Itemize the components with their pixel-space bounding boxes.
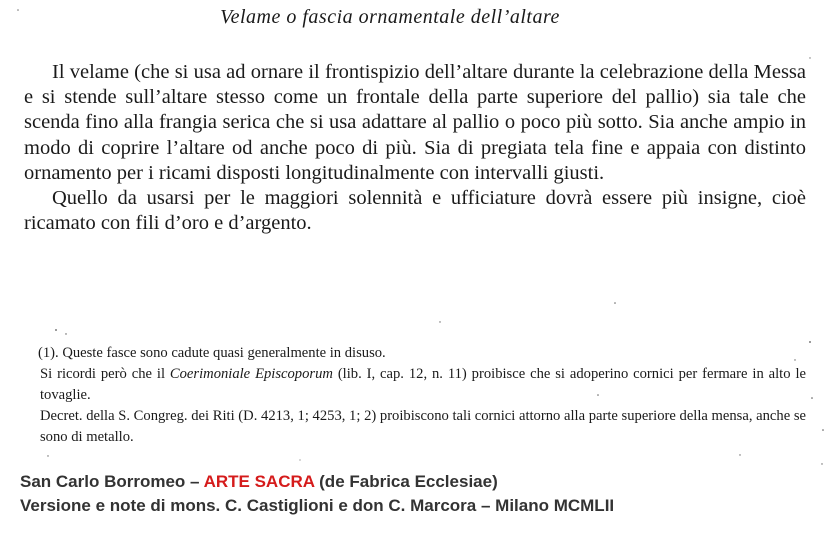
body-text — [24, 60, 806, 236]
paragraph: Quello da usarsi per le maggiori solennità e ufficiature dovrà essere più insigne, cioè ricamato con fili d’oro e d’argento. — [24, 187, 806, 235]
credit-subtitle: (de Fabrica Ecclesiae) — [314, 472, 498, 491]
credit-line-1 — [20, 470, 820, 494]
credit-line-2: Versione e note di mons. C. Castiglioni e don C. Marcora – Milano MCMLII — [20, 496, 615, 515]
footnotes — [38, 343, 806, 448]
footnote-text: (lib. I, cap. 12, n. 11) proibisce che si adoperino cornici per fermare in alto le tovaglie. — [40, 366, 806, 403]
credit-work-title: ARTE SACRA — [203, 472, 315, 491]
footnote: Decret. della S. Congreg. dei Riti (D. 4213, 1; 4253, 1; 2) proibiscono tali cornici attorno alla parte superiore della mensa, anche se sono di metallo. — [40, 408, 806, 445]
page-title: Velame o fascia ornamentale dell’altare — [220, 6, 560, 28]
footnote: (1). Queste fasce sono cadute quasi generalmente in disuso. — [38, 345, 386, 361]
footnote — [38, 364, 806, 406]
footnote-citation: Coerimoniale Episcoporum — [169, 366, 333, 382]
credit-author: San Carlo Borromeo – — [20, 472, 204, 491]
source-credit — [20, 470, 820, 518]
paragraph: Il velame (che si usa ad ornare il frontispizio dell’altare durante la celebrazione della Messa e si stende sull’altare stesso come un frontale della parte superiore del pallio) sia tale che scenda fino alla frangia serica che si usa adattare al pallio o poco più sotto. Sia anche ampio in modo di coprire l’altare od anche poco di più. Sia di pregiata tela fine e appaia con distinto ornamento per i ricami disposti longitudinalmente con intervalli giusti. — [24, 61, 806, 184]
footnote-text: Si ricordi però che il — [40, 366, 170, 382]
